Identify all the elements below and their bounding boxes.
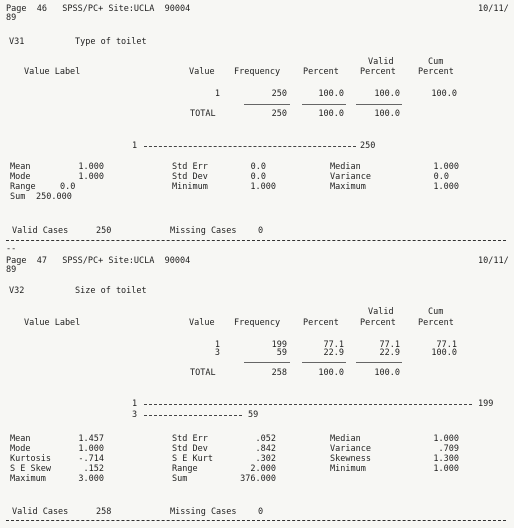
cell-cum-percent: 77.1 [436,340,457,350]
variable-id: V31 [9,37,25,47]
column-value: Value [189,318,215,328]
stat-value: .842 [255,444,276,454]
total-frequency: 258 [271,368,287,378]
cell-percent: 100.0 [318,89,344,99]
column-value-label: Value Label [24,67,81,77]
stat-label: Mean [10,434,31,444]
stat-label: Maximum [10,474,46,484]
stat-value: 0.0 [433,172,449,182]
histogram-count: 250 [360,141,376,151]
column-value-label: Value Label [24,318,81,328]
page-header-text: Page 47 SPSS/PC+ Site:UCLA 90004 [6,256,191,266]
stat-label: Variance [330,172,371,182]
missing-cases-value: 0 [258,226,264,236]
stat-label: Skewness [330,454,371,464]
column-valid-top: Valid [368,57,394,67]
stat-value: 1.000 [78,162,104,172]
stat-value: .709 [438,444,459,454]
column-cum-percent: Percent [418,67,454,77]
stat-value: 1.000 [433,434,459,444]
stat-value: 1.300 [433,454,459,464]
stat-label: Range [10,182,36,192]
valid-cases-value: 258 [96,507,112,517]
total-label: TOTAL [190,368,216,378]
histogram-bar [144,146,356,147]
cell-valid-percent: 77.1 [379,340,400,350]
cell-frequency: 59 [276,348,287,358]
cell-value: 1 [214,89,220,99]
total-percent: 100.0 [318,109,344,119]
stat-value: 3.000 [78,474,104,484]
page-break-mark: -- [6,244,17,254]
column-frequency: Frequency [234,67,281,77]
cell-frequency: 199 [271,340,287,350]
missing-cases-value: 0 [258,507,264,517]
stat-label: S E Kurt [172,454,213,464]
cell-frequency: 250 [271,89,287,99]
histogram-count: 59 [248,410,259,420]
stat-value: .302 [255,454,276,464]
stat-label: Mean [10,162,31,172]
stat-label: Mode [10,444,31,454]
valid-cases-label: Valid Cases [12,507,69,517]
variable-id: V32 [9,286,25,296]
total-label: TOTAL [190,109,216,119]
stat-label: Median [330,162,361,172]
stat-value: 376.000 [240,474,276,484]
stat-value: 1.000 [433,464,459,474]
stat-label: Std Err [172,162,208,172]
stat-value: 1.000 [78,444,104,454]
stat-value: -.714 [78,454,104,464]
stat-label: Std Dev [172,444,208,454]
print-date: 10/11/ [478,4,509,14]
stat-value: .152 [83,464,104,474]
total-valid-percent: 100.0 [374,109,400,119]
stat-label: Range [172,464,198,474]
stat-label: Maximum [330,182,366,192]
stat-value: 1.000 [78,172,104,182]
stat-value: 2.000 [250,464,276,474]
print-year: 89 [6,265,17,275]
stat-label: Mode [10,172,31,182]
cell-valid-percent: 100.0 [374,89,400,99]
column-cum-percent: Percent [418,318,454,328]
column-underline [356,362,402,363]
cell-percent: 22.9 [323,348,344,358]
column-valid-percent: Percent [360,67,396,77]
column-underline [244,362,290,363]
print-date: 10/11/ [478,256,509,266]
page-header-text: Page 46 SPSS/PC+ Site:UCLA 90004 [6,4,191,14]
column-cum-top: Cum [428,307,444,317]
variable-label: Size of toilet [75,286,147,296]
stat-value: 1.457 [78,434,104,444]
stat-value: 0.0 [250,162,266,172]
total-frequency: 250 [271,109,287,119]
cell-value: 1 [214,340,220,350]
column-valid-percent: Percent [360,318,396,328]
column-underline [302,362,346,363]
stat-value: 1.000 [250,182,276,192]
column-value: Value [189,67,215,77]
cell-value: 3 [214,348,220,358]
histogram-category: 3 [132,410,138,420]
total-percent: 100.0 [318,368,344,378]
valid-cases-value: 250 [96,226,112,236]
cell-valid-percent: 22.9 [379,348,400,358]
histogram-category: 1 [132,141,138,151]
stat-value: 1.000 [433,182,459,192]
cell-percent: 77.1 [323,340,344,350]
stat-label: Sum [172,474,188,484]
column-percent: Percent [303,318,339,328]
variable-label: Type of toilet [75,37,147,47]
stat-label: S E Skew [10,464,51,474]
column-percent: Percent [303,67,339,77]
cell-cum-percent: 100.0 [431,348,457,358]
stat-value: 250.000 [36,192,72,202]
stat-value: 0.0 [250,172,266,182]
stat-label: Median [330,434,361,444]
column-valid-top: Valid [368,307,394,317]
stat-label: Minimum [330,464,366,474]
column-cum-top: Cum [428,57,444,67]
stat-label: Sum [10,192,26,202]
missing-cases-label: Missing Cases [170,226,237,236]
section-divider [6,520,506,521]
section-divider [6,240,506,241]
missing-cases-label: Missing Cases [170,507,237,517]
column-underline [244,104,290,105]
column-frequency: Frequency [234,318,281,328]
histogram-count: 199 [478,399,494,409]
stat-value: .052 [255,434,276,444]
column-underline [356,104,402,105]
stat-label: Variance [330,444,371,454]
column-underline [302,104,346,105]
stat-value: 0.0 [60,182,76,192]
stat-label: Std Dev [172,172,208,182]
stat-label: Kurtosis [10,454,51,464]
histogram-category: 1 [132,399,138,409]
stat-value: 1.000 [433,162,459,172]
histogram-bar [144,404,472,405]
total-valid-percent: 100.0 [374,368,400,378]
cell-cum-percent: 100.0 [431,89,457,99]
valid-cases-label: Valid Cases [12,226,69,236]
stat-label: Std Err [172,434,208,444]
stat-label: Minimum [172,182,208,192]
print-year: 89 [6,13,17,23]
histogram-bar [144,415,242,416]
